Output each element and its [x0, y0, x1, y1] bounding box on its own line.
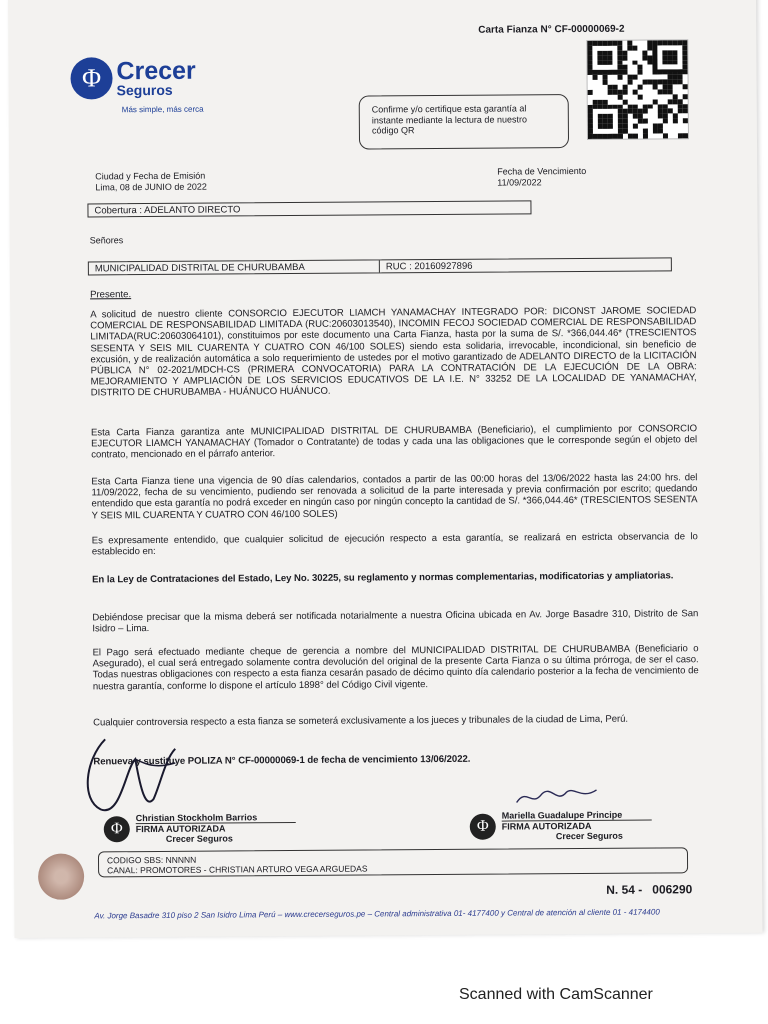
presente-label: Presente.	[90, 289, 132, 301]
emission-block	[95, 171, 207, 194]
right-signer-name: Mariella Guadalupe Principe	[501, 809, 623, 821]
carta-fianza-number	[478, 24, 624, 36]
paragraph-7: El Pago será efectuado mediante cheque de gerencia a nombre del MUNICIPALIDAD DISTRITAL DE CHURUBAMBA (Beneficiario o Asegurado), el cual será entregado solamente contra devolución del original de la presente Carta Fianza o su última prórroga, de ser el caso. Todas nuestras obligaciones con respecto a esta fianza cesarán pasado de décimo quinto día calendario posterior a la fecha de vencimiento de nuestra garantía, conforme lo dispone el artículo 1898° del Código Civil vigente.	[92, 643, 699, 693]
right-handwritten-signature	[511, 782, 601, 813]
crecer-logo-icon: Φ	[70, 57, 112, 99]
embossed-stamp	[38, 853, 84, 899]
qr-notice-text: Confirme y/o certifique esta garantía al instante mediante la lectura de nuestro código QR	[371, 103, 527, 136]
emission-label: Ciudad y Fecha de Emisión	[95, 170, 206, 182]
left-signer-role: FIRMA AUTORIZADA	[136, 822, 296, 834]
left-signer-company: Crecer Seguros	[165, 833, 233, 844]
brand-sub: Seguros	[116, 81, 173, 99]
document-page	[8, 0, 763, 938]
document-number: N. 54 - 006290	[606, 882, 693, 897]
sbs-code: CODIGO SBS: NNNNN	[106, 854, 197, 866]
channel-info: CANAL: PROMOTORES - CHRISTIAN ARTURO VEGA ARGUEDAS	[107, 863, 368, 876]
crecer-logo	[70, 57, 196, 100]
paragraph-2: Esta Carta Fianza garantiza ante MUNICIPALIDAD DISTRITAL DE CHURUBAMBA (Beneficiario), el cumplimiento por CONSORCIO EJECUTOR LIAMCH YANAMACHAY (Tomador o Contratante) de todas y cada una las obligaciones que le corresponde según el objeto del contrato, mencionado en el párrafo anterior.	[90, 423, 698, 461]
left-handwritten-signature	[75, 729, 206, 820]
paragraph-1: A solicitud de nuestro cliente CONSORCIO EJECUTOR LIAMCH YANAMACHAY INTEGRADO POR: DICONST JAROME SOCIEDAD COMERCIAL DE RESPONSABILIDAD LIMITADA (RUC:20603013540), INCOMIN FECOJ SOCIEDAD COMERCIAL DE RESPONSABILIDAD LIMITADA(RUC:20603064101), constituimos por este documento una Carta Fianza, hasta por la suma de S/. *366,044.46* (TRESCIENTOS SESENTA Y SEIS MIL CUARENTA Y CUATRO CON 46/100 SOLES) siendo esta solidaria, irrevocable, incondicional, sin beneficio de excusión, y de realización automática a solo requerimiento de ustedes por el motivo garantizado de ADELANTO DIRECTO de la LICITACIÓN PÚBLICA N° 02-2021/MDCH-CS (PRIMERA CONVOCATORIA) PARA LA CONTRATACIÓN DE LA EJECUCIÓN DE LA OBRA: MEJORAMIENTO Y AMPLIACIÓN DE LOS SERVICIOS EDUCATIVOS DE LA I.E. N° 33252 DE LA LOCALIDAD DE YANAMACHAY, DISTRITO DE CHURUBAMBA - HUÁNUCO HUÁNUCO.	[90, 305, 697, 399]
qr-notice-box	[359, 94, 569, 149]
carta-label: Carta Fianza N°	[478, 24, 552, 36]
coverage-box	[87, 200, 531, 217]
right-signer-company: Crecer Seguros	[555, 830, 623, 842]
crecer-seal-icon: Φ	[470, 813, 496, 839]
right-signer-role: FIRMA AUTORIZADA	[502, 820, 652, 832]
left-signer-name: Christian Stockholm Barrios	[135, 812, 258, 824]
crecer-seal-icon: Φ	[104, 816, 130, 842]
brand-tagline: Más simple, más cerca	[121, 104, 204, 115]
paragraph-6: Debiéndose precisar que la misma deberá ser notificada notarialmente a nuestra Oficina ubicada en Av. Jorge Basadre 310, Distrito de San Isidro – Lima.	[92, 608, 699, 635]
expiry-block	[497, 166, 586, 189]
beneficiary-ruc: RUC : 20160927896	[385, 260, 473, 273]
paragraph-5: En la Ley de Contrataciones del Estado, Ley No. 30225, su reglamento y normas complementarias, modificatorias y ampliatorias.	[92, 570, 674, 586]
paragraph-4: Es expresamente entendido, que cualquier solicitud de ejecución respecto a esta garantía, se realizará en estricta observancia de lo establecido en:	[91, 531, 698, 558]
coverage-text: Cobertura : ADELANTO DIRECTO	[94, 204, 241, 217]
expiry-label: Fecha de Vencimiento	[497, 165, 587, 177]
right-signature-block	[470, 810, 652, 842]
expiry-value: 11/09/2022	[497, 177, 542, 188]
beneficiary-box	[88, 257, 672, 275]
footer-address: Av. Jorge Basadre 310 piso 2 San Isidro Lima Perú – www.crecerseguros.pe – Central administrativa 01- 4177400 y Central de atención al cliente 01 - 4174400	[94, 907, 660, 921]
paragraph-8: Cualquier controversia respecto a esta fianza se someterá exclusivamente a los jueces y tribunales de la ciudad de Lima, Perú.	[93, 713, 629, 729]
brand-name: Crecer	[116, 56, 196, 86]
carta-number-value: CF-00000069-2	[554, 23, 625, 36]
codes-box	[98, 847, 688, 877]
qr-code[interactable]	[586, 39, 689, 140]
paragraph-9: Renueva y sustituye POLIZA N° CF-00000069-1 de fecha de vencimiento 13/06/2022.	[93, 753, 471, 768]
emission-value: Lima, 08 de JUNIO de 2022	[95, 181, 207, 193]
left-signature-block	[104, 812, 296, 844]
paragraph-3: Esta Carta Fianza tiene una vigencia de 90 días calendarios, contados a partir de las 00:00 horas del 13/06/2022 hasta las 24:00 hrs. del 11/09/2022, fecha de su vencimiento, pudiendo ser renovada a solicitud de la parte interesada y previa confirmación por escrito; quedando entendido que esta garantía no podrá exceder en ningún caso por ningún concepto la cantidad de S/. *366,044.46* (TRESCIENTOS SESENTA Y SEIS MIL CUARENTA Y CUATRO CON 46/100 SOLES)	[91, 472, 698, 522]
scanner-watermark: Scanned with CamScanner	[459, 986, 653, 1003]
addressee-label: Señores	[89, 235, 124, 246]
beneficiary-name: MUNICIPALIDAD DISTRITAL DE CHURUBAMBA	[89, 260, 380, 274]
